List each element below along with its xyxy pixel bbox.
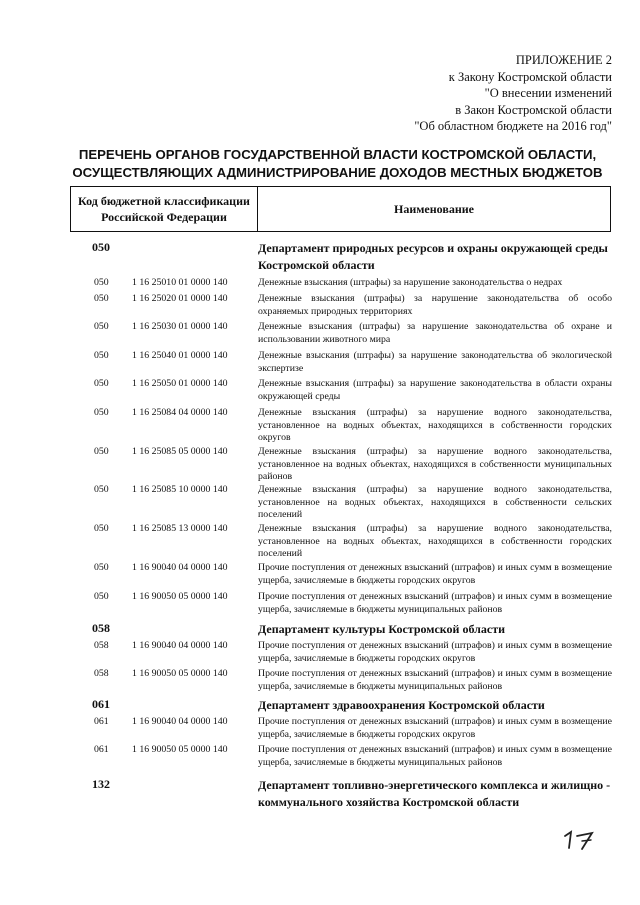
row-description: Прочие поступления от денежных взысканий (штрафов) и иных сумм в возмещение ущерба, зачисляемые в бюджеты муниципальных районов [258,668,612,692]
kbk-code: 1 16 90040 04 0000 140 [132,640,228,651]
row-description: Прочие поступления от денежных взысканий (штрафов) и иных сумм в возмещение ущерба, зачисляемые в бюджеты городских округов [258,640,612,664]
row-description: Денежные взыскания (штрафы) за нарушение водного законодательства, установленное на водных объектах, находящихся в собственности муниципальных районов [258,446,612,482]
group-code: 132 [92,777,110,791]
kbk-code: 1 16 25085 05 0000 140 [132,446,228,457]
title-line: ПЕРЕЧЕНЬ ОРГАНОВ ГОСУДАРСТВЕННОЙ ВЛАСТИ КОСТРОМСКОЙ ОБЛАСТИ, [78,147,597,162]
row-description: Денежные взыскания (штрафы) за нарушение законодательства о недрах [258,277,563,288]
row-description: Денежные взыскания (штрафы) за нарушение водного законодательства, установленное на водных объектах, находящихся в собственности городских поселений [258,523,612,559]
admin-code: 058 [94,668,109,679]
kbk-code: 1 16 25030 01 0000 140 [132,321,228,332]
admin-code: 050 [94,562,109,573]
kbk-code: 1 16 25040 01 0000 140 [132,350,228,361]
admin-code: 050 [94,523,109,534]
row-description: Денежные взыскания (штрафы) за нарушение законодательства об охране и использовании животного мира [258,321,612,345]
header-name-column: Наименование [394,201,474,216]
admin-code: 050 [94,293,109,304]
row-description: Прочие поступления от денежных взысканий (штрафов) и иных сумм в возмещение ущерба, зачисляемые в бюджеты городских округов [258,562,612,586]
admin-code: 050 [94,277,109,288]
appendix-block [352,52,612,135]
admin-code: 050 [94,321,109,332]
kbk-code: 1 16 25050 01 0000 140 [132,378,228,389]
group-code: 058 [92,621,110,635]
kbk-code: 1 16 25020 01 0000 140 [132,293,228,304]
admin-code: 050 [94,378,109,389]
kbk-code: 1 16 90050 05 0000 140 [132,744,228,755]
admin-code: 050 [94,350,109,361]
appendix-line: ПРИЛОЖЕНИЕ 2 [515,53,612,67]
appendix-line: "О внесении изменений [484,86,612,100]
admin-code: 061 [94,716,109,727]
kbk-code: 1 16 90050 05 0000 140 [132,668,228,679]
kbk-code: 1 16 90040 04 0000 140 [132,716,228,727]
row-description: Прочие поступления от денежных взысканий (штрафов) и иных сумм в возмещение ущерба, зачисляемые в бюджеты муниципальных районов [258,591,612,615]
kbk-code: 1 16 90050 05 0000 140 [132,591,228,602]
row-description: Прочие поступления от денежных взысканий (штрафов) и иных сумм в возмещение ущерба, зачисляемые в бюджеты муниципальных районов [258,744,612,768]
group-name: Департамент природных ресурсов и охраны окружающей среды Костромской области [258,241,608,272]
appendix-line: в Закон Костромской области [455,102,612,117]
admin-code: 061 [94,744,109,755]
admin-code: 050 [94,407,109,418]
admin-code: 058 [94,640,109,651]
admin-code: 050 [94,484,109,495]
admin-code: 050 [94,446,109,457]
group-name: Департамент культуры Костромской области [258,622,506,636]
title-line: ОСУЩЕСТВЛЯЮЩИХ АДМИНИСТРИРОВАНИЕ ДОХОДОВ МЕСТНЫХ БЮДЖЕТОВ [72,165,603,180]
row-description: Денежные взыскания (штрафы) за нарушение законодательства в области охраны окружающей среды [258,378,612,402]
table-header [70,186,611,232]
handwritten-page-number [562,828,598,852]
kbk-code: 1 16 90040 04 0000 140 [132,562,228,573]
group-code: 050 [92,240,110,254]
row-description: Денежные взыскания (штрафы) за нарушение водного законодательства, установленное на водных объектах, находящихся в собственности городских округов [258,407,612,443]
group-name: Департамент топливно-энергетического комплекса и жилищно - коммунального хозяйства Костромской области [258,778,611,809]
header-code-column: Код бюджетной классификации Российской Федерации [71,187,258,231]
kbk-code: 1 16 25010 01 0000 140 [132,277,228,288]
appendix-line: к Закону Костромской области [448,69,612,84]
kbk-code: 1 16 25085 13 0000 140 [132,523,228,534]
admin-code: 050 [94,591,109,602]
appendix-line: "Об областном бюджете на 2016 год" [414,119,612,133]
kbk-code: 1 16 25085 10 0000 140 [132,484,228,495]
group-code: 061 [92,697,110,711]
kbk-code: 1 16 25084 04 0000 140 [132,407,228,418]
row-description: Денежные взыскания (штрафы) за нарушение водного законодательства, установленное на водных объектах, находящихся в собственности сельских поселений [258,484,612,520]
row-description: Денежные взыскания (штрафы) за нарушение законодательства об экологической экспертизе [258,350,612,374]
row-description: Денежные взыскания (штрафы) за нарушение законодательства об особо охраняемых природных территориях [258,293,612,317]
group-name: Департамент здравоохранения Костромской области [258,698,545,712]
row-description: Прочие поступления от денежных взысканий (штрафов) и иных сумм в возмещение ущерба, зачисляемые в бюджеты городских округов [258,716,612,740]
page-title [60,146,615,182]
